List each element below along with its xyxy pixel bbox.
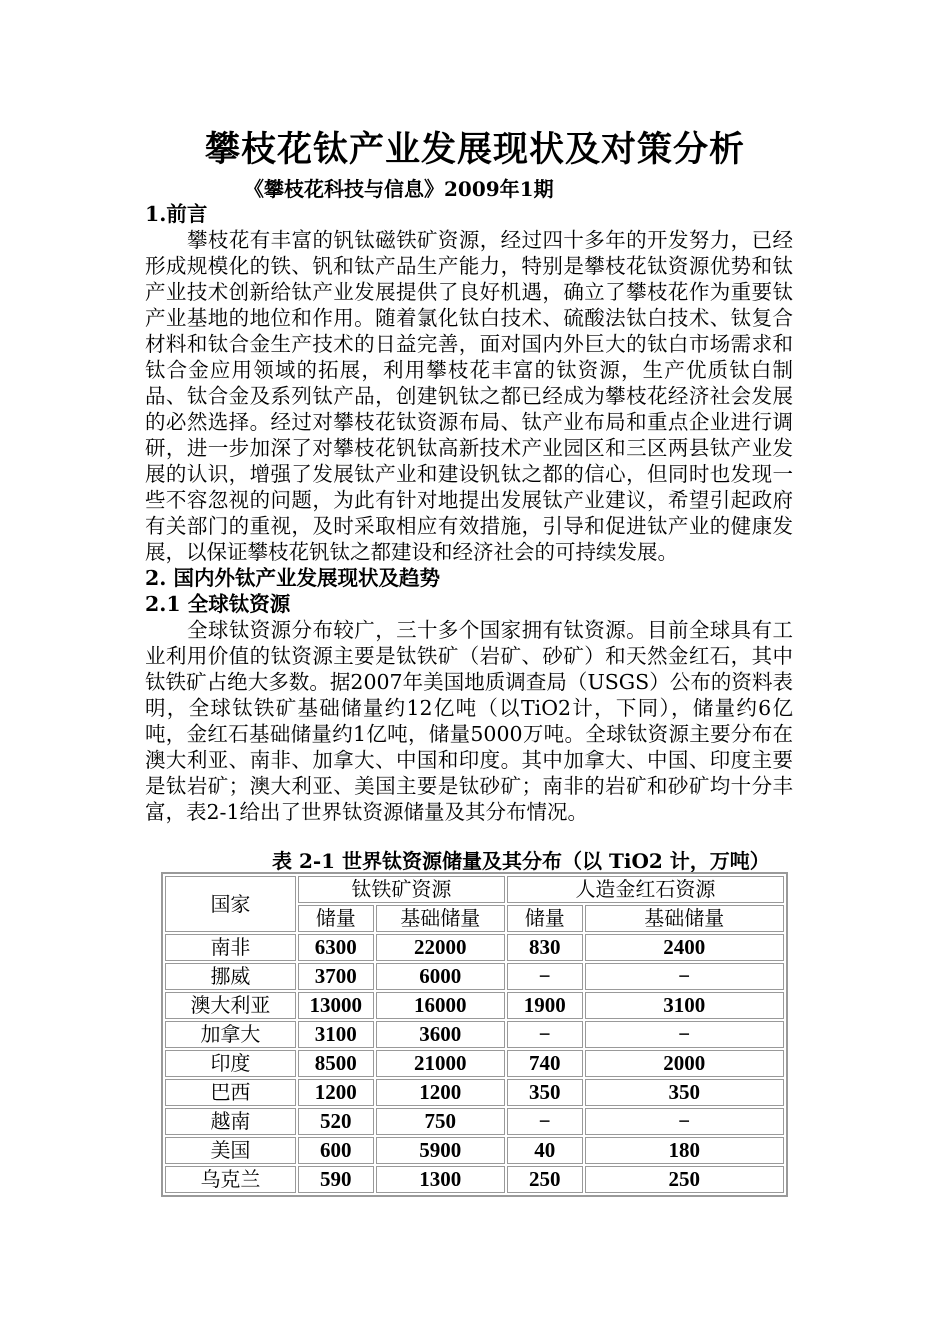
country-cell: 挪威 xyxy=(165,963,296,990)
subheader-ilmenite-reserve: 储量 xyxy=(298,905,374,932)
ilmenite-reserve-cell: 6300 xyxy=(298,934,374,961)
table-row xyxy=(165,1021,784,1048)
table-row xyxy=(165,1137,784,1164)
rutile-base-cell: 3100 xyxy=(585,992,784,1019)
rutile-reserve-cell: 740 xyxy=(507,1050,583,1077)
ilmenite-reserve-cell: 3700 xyxy=(298,963,374,990)
ilmenite-base-cell: 3600 xyxy=(376,1021,505,1048)
ilmenite-reserve-cell: 13000 xyxy=(298,992,374,1019)
table-row xyxy=(165,1108,784,1135)
ilmenite-base-cell: 21000 xyxy=(376,1050,505,1077)
table-row xyxy=(165,992,784,1019)
titanium-reserves-table xyxy=(161,872,788,1197)
rutile-base-cell: − xyxy=(585,1108,784,1135)
source-line: 《攀枝花科技与信息》2009年1期 xyxy=(244,177,554,201)
rutile-base-cell: 350 xyxy=(585,1079,784,1106)
header-country: 国家 xyxy=(165,876,296,932)
ilmenite-base-cell: 1300 xyxy=(376,1166,505,1193)
section-heading-1: 1.前言 xyxy=(145,202,208,226)
country-cell: 美国 xyxy=(165,1137,296,1164)
country-cell: 乌克兰 xyxy=(165,1166,296,1193)
rutile-base-cell: 180 xyxy=(585,1137,784,1164)
ilmenite-base-cell: 5900 xyxy=(376,1137,505,1164)
table-row xyxy=(165,1050,784,1077)
table-row xyxy=(165,1166,784,1193)
ilmenite-reserve-cell: 8500 xyxy=(298,1050,374,1077)
rutile-reserve-cell: 830 xyxy=(507,934,583,961)
paragraph-global-resources: 全球钛资源分布较广，三十多个国家拥有钛资源。目前全球具有工业利用价值的钛资源主要是钛铁矿（岩矿、砂矿）和天然金红石，其中钛铁矿占绝大多数。据2007年美国地质调查局（USGS）公布的资料表明，全球钛铁矿基础储量约12亿吨（以TiO2计，下同），储量约6亿吨，金红石基础储量约1亿吨，储量5000万吨。全球钛资源主要分布在澳大利亚、南非、加拿大、中国和印度。其中加拿大、中国、印度主要是钛岩矿；澳大利亚、美国主要是钛砂矿；南非的岩矿和砂矿均十分丰富，表2-1给出了世界钛资源储量及其分布情况。 xyxy=(145,618,793,824)
ilmenite-base-cell: 6000 xyxy=(376,963,505,990)
rutile-base-cell: 2000 xyxy=(585,1050,784,1077)
ilmenite-reserve-cell: 1200 xyxy=(298,1079,374,1106)
header-rutile: 人造金红石资源 xyxy=(507,876,784,903)
rutile-base-cell: 2400 xyxy=(585,934,784,961)
document-title: 攀枝花钛产业发展现状及对策分析 xyxy=(204,129,745,170)
table-row xyxy=(165,934,784,961)
country-cell: 加拿大 xyxy=(165,1021,296,1048)
subheader-ilmenite-base: 基础储量 xyxy=(376,905,505,932)
rutile-reserve-cell: − xyxy=(507,1108,583,1135)
country-cell: 南非 xyxy=(165,934,296,961)
rutile-reserve-cell: 1900 xyxy=(507,992,583,1019)
ilmenite-base-cell: 22000 xyxy=(376,934,505,961)
table-body xyxy=(165,934,784,1193)
subheader-rutile-reserve: 储量 xyxy=(507,905,583,932)
table-row xyxy=(165,1079,784,1106)
rutile-base-cell: 250 xyxy=(585,1166,784,1193)
country-cell: 巴西 xyxy=(165,1079,296,1106)
ilmenite-reserve-cell: 3100 xyxy=(298,1021,374,1048)
table-row xyxy=(165,963,784,990)
country-cell: 越南 xyxy=(165,1108,296,1135)
rutile-base-cell: − xyxy=(585,1021,784,1048)
ilmenite-reserve-cell: 520 xyxy=(298,1108,374,1135)
rutile-reserve-cell: 350 xyxy=(507,1079,583,1106)
section-heading-2: 2. 国内外钛产业发展现状及趋势 xyxy=(145,566,441,590)
rutile-reserve-cell: 40 xyxy=(507,1137,583,1164)
ilmenite-base-cell: 750 xyxy=(376,1108,505,1135)
header-ilmenite: 钛铁矿资源 xyxy=(298,876,505,903)
paragraph-intro: 攀枝花有丰富的钒钛磁铁矿资源，经过四十多年的开发努力，已经形成规模化的铁、钒和钛产品生产能力，特别是攀枝花钛资源优势和钛产业技术创新给钛产业发展提供了良好机遇，确立了攀枝花作为重要钛产业基地的地位和作用。随着氯化钛白技术、硫酸法钛白技术、钛复合材料和钛合金生产技术的日益完善，面对国内外巨大的钛白市场需求和钛合金应用领域的拓展，利用攀枝花丰富的钛资源，生产优质钛白制品、钛合金及系列钛产品，创建钒钛之都已经成为攀枝花经济社会发展的必然选择。经过对攀枝花钛资源布局、钛产业布局和重点企业进行调研，进一步加深了对攀枝花钒钛高新技术产业园区和三区两县钛产业发展的认识，增强了发展钛产业和建设钒钛之都的信心，但同时也发现一些不容忽视的问题，为此有针对地提出发展钛产业建议，希望引起政府有关部门的重视，及时采取相应有效措施，引导和促进钛产业的健康发展，以保证攀枝花钒钛之都建设和经济社会的可持续发展。 xyxy=(145,228,793,564)
rutile-reserve-cell: 250 xyxy=(507,1166,583,1193)
table-header-row xyxy=(165,876,784,903)
ilmenite-base-cell: 1200 xyxy=(376,1079,505,1106)
ilmenite-base-cell: 16000 xyxy=(376,992,505,1019)
ilmenite-reserve-cell: 600 xyxy=(298,1137,374,1164)
country-cell: 印度 xyxy=(165,1050,296,1077)
country-cell: 澳大利亚 xyxy=(165,992,296,1019)
section-heading-2-1: 2.1 全球钛资源 xyxy=(145,592,291,616)
table-caption: 表 2-1 世界钛资源储量及其分布（以 TiO2 计，万吨） xyxy=(272,849,770,873)
document-body xyxy=(145,201,793,825)
rutile-base-cell: − xyxy=(585,963,784,990)
ilmenite-reserve-cell: 590 xyxy=(298,1166,374,1193)
rutile-reserve-cell: − xyxy=(507,1021,583,1048)
subheader-rutile-base: 基础储量 xyxy=(585,905,784,932)
rutile-reserve-cell: − xyxy=(507,963,583,990)
